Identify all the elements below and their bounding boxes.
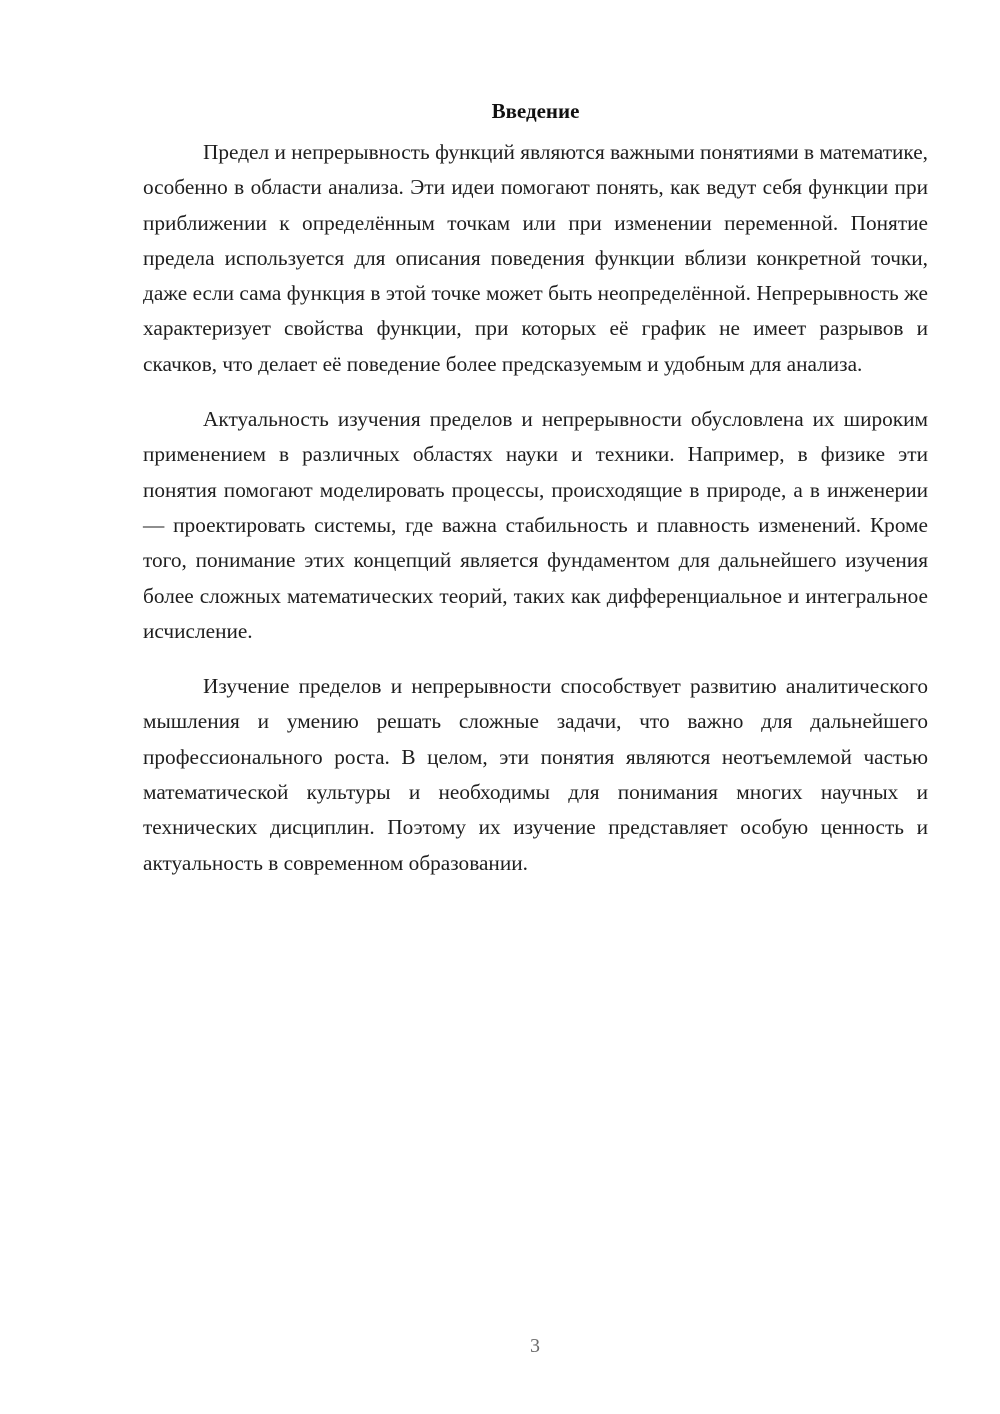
paragraph-3: Изучение пределов и непрерывности способствует развитию аналитического мышления и умению решать сложные задачи, что важно для дальнейшего профессионального роста. В целом, эти понятия являются неотъемлемой частью математической культуры и необходимы для понимания многих научных и технических дисциплин. Поэтому их изучение представляет особую ценность и актуальность в современном образовании. bbox=[143, 674, 928, 875]
page-number: 3 bbox=[530, 1335, 540, 1357]
paragraph-1: Предел и непрерывность функций являются важными понятиями в математике, особенно в области анализа. Эти идеи помогают понять, как ведут себя функции при приближении к определённым точкам или при изменении переменной. Понятие предела используется для описания поведения функции вблизи конкретной точки, даже если сама функция в этой точке может быть неопределённой. Непрерывность же характеризует свойства функции, при которых её график не имеет разрывов и скачков, что делает её поведение более предсказуемым и удобным для анализа. bbox=[143, 140, 928, 376]
section-title: Введение bbox=[491, 99, 580, 123]
paragraph-2: Актуальность изучения пределов и непрерывности обусловлена их широким применением в различных областях науки и техники. Например, в физике эти понятия помогают моделировать процессы, происходящие в природе, а в инженерии — проектировать системы, где важна стабильность и плавность изменений. Кроме того, понимание этих концепций является фундаментом для дальнейшего изучения более сложных математических теорий, таких как дифференциальное и интегральное исчисление. bbox=[143, 407, 928, 643]
page-content bbox=[143, 96, 928, 901]
